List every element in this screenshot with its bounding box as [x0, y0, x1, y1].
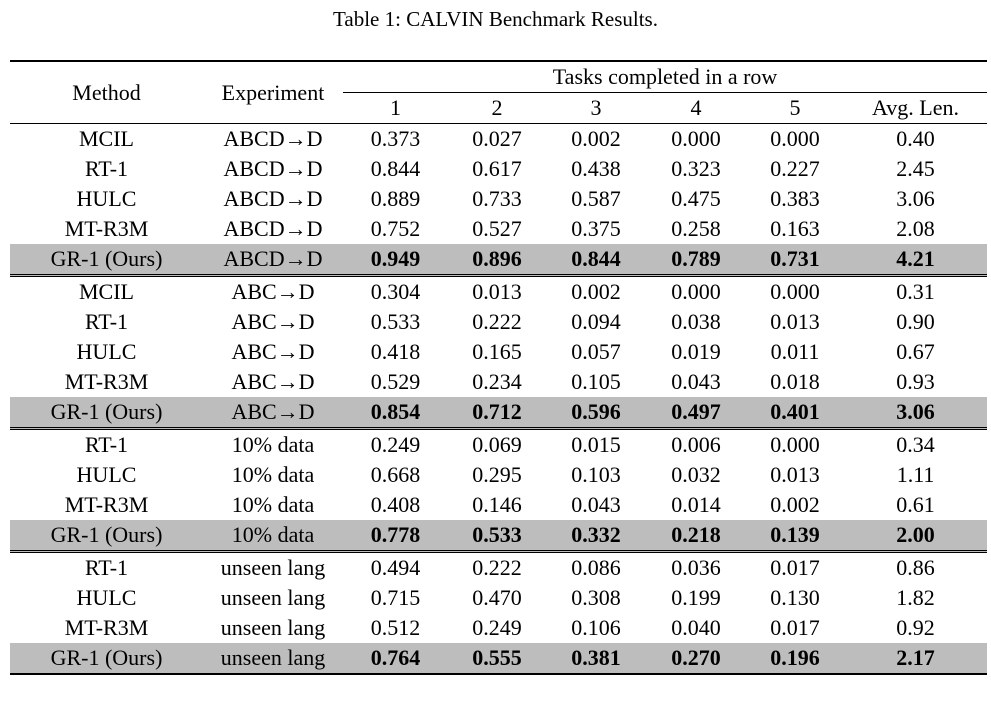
cell-task-4: 0.000: [671, 279, 721, 304]
cell-task-1: 0.778: [343, 520, 448, 552]
cell-task-1: 0.533: [370, 309, 421, 334]
cell-task-1: 0.408: [370, 492, 421, 517]
cell-avg-len: 2.45: [896, 156, 935, 181]
cell-task-5: 0.013: [770, 462, 820, 487]
table-row: [10, 184, 987, 214]
cell-task-5: 0.002: [770, 492, 820, 517]
cell-task-5: 0.017: [770, 615, 820, 640]
table-caption: Table 1: CALVIN Benchmark Results.: [333, 7, 658, 31]
cell-task-1: 0.418: [370, 339, 421, 364]
cell-task-2: 0.234: [472, 369, 522, 394]
table-row: [10, 307, 987, 337]
cell-task-5: 0.018: [770, 369, 820, 394]
table-row: [10, 490, 987, 520]
cell-avg-len: 4.21: [844, 244, 987, 276]
header-col-avg-len: Avg. Len.: [844, 93, 987, 124]
cell-method: RT-1: [84, 156, 129, 181]
cell-task-4: 0.006: [671, 432, 721, 457]
cell-task-5: 0.000: [770, 432, 820, 457]
table-row: [10, 613, 987, 643]
cell-task-4: 0.040: [671, 615, 721, 640]
cell-task-5: 0.139: [746, 520, 844, 552]
cell-method: MT-R3M: [64, 216, 149, 241]
cell-task-1: 0.764: [343, 643, 448, 674]
cell-method: RT-1: [84, 309, 129, 334]
cell-task-3: 0.381: [546, 643, 646, 674]
cell-experiment: ABC→D: [231, 339, 315, 364]
table-row: [10, 583, 987, 613]
cell-experiment: 10% data: [231, 432, 315, 457]
cell-task-3: 0.015: [571, 432, 621, 457]
cell-experiment: unseen lang: [203, 643, 343, 674]
results-table: [10, 60, 987, 675]
cell-task-3: 0.103: [571, 462, 621, 487]
cell-task-5: 0.130: [770, 585, 820, 610]
cell-experiment: ABCD→D: [223, 216, 323, 241]
cell-task-2: 0.027: [472, 126, 522, 151]
cell-task-4: 0.036: [671, 555, 721, 580]
cell-task-5: 0.401: [746, 397, 844, 429]
cell-task-2: 0.470: [472, 585, 522, 610]
cell-method: RT-1: [84, 555, 129, 580]
cell-method: MCIL: [79, 279, 134, 304]
cell-task-1: 0.889: [370, 186, 421, 211]
table-row: [10, 520, 987, 552]
cell-experiment: ABCD→D: [223, 126, 323, 151]
cell-method: HULC: [76, 462, 137, 487]
table-row: [10, 154, 987, 184]
cell-avg-len: 0.90: [896, 309, 935, 334]
cell-avg-len: 2.08: [896, 216, 935, 241]
cell-task-3: 0.043: [571, 492, 621, 517]
cell-avg-len: 3.06: [844, 397, 987, 429]
header-col-3: 3: [546, 93, 646, 124]
header-method: Method: [10, 61, 203, 124]
cell-task-4: 0.000: [671, 126, 721, 151]
cell-method: MT-R3M: [64, 369, 149, 394]
cell-task-2: 0.146: [472, 492, 522, 517]
table-row: [10, 367, 987, 397]
cell-task-2: 0.249: [472, 615, 522, 640]
cell-task-3: 0.057: [571, 339, 621, 364]
cell-experiment: ABCD→D: [223, 156, 323, 181]
cell-task-4: 0.218: [646, 520, 746, 552]
cell-task-2: 0.712: [448, 397, 546, 429]
cell-task-2: 0.013: [472, 279, 522, 304]
cell-task-4: 0.497: [646, 397, 746, 429]
cell-task-4: 0.475: [671, 186, 721, 211]
cell-experiment: ABC→D: [231, 369, 315, 394]
cell-task-5: 0.017: [770, 555, 820, 580]
table-row: [10, 214, 987, 244]
cell-task-2: 0.222: [472, 555, 522, 580]
cell-experiment: ABC→D: [203, 397, 343, 429]
cell-task-2: 0.069: [472, 432, 522, 457]
cell-task-3: 0.002: [571, 126, 621, 151]
header-experiment: Experiment: [203, 61, 343, 124]
cell-method: MT-R3M: [64, 615, 149, 640]
cell-task-1: 0.752: [370, 216, 421, 241]
cell-task-2: 0.617: [472, 156, 522, 181]
cell-task-3: 0.002: [571, 279, 621, 304]
cell-avg-len: 0.67: [896, 339, 935, 364]
header-col-2: 2: [448, 93, 546, 124]
cell-experiment: 10% data: [231, 492, 315, 517]
cell-task-3: 0.308: [571, 585, 621, 610]
cell-task-1: 0.249: [370, 432, 421, 457]
cell-avg-len: 0.92: [896, 615, 935, 640]
cell-avg-len: 0.61: [896, 492, 935, 517]
cell-experiment: 10% data: [203, 520, 343, 552]
cell-avg-len: 0.40: [896, 126, 935, 151]
cell-method: HULC: [76, 186, 137, 211]
cell-task-4: 0.258: [671, 216, 721, 241]
cell-task-3: 0.375: [571, 216, 621, 241]
cell-task-4: 0.014: [671, 492, 721, 517]
cell-task-5: 0.163: [770, 216, 820, 241]
cell-task-1: 0.854: [343, 397, 448, 429]
cell-task-2: 0.733: [472, 186, 522, 211]
cell-task-5: 0.383: [770, 186, 820, 211]
cell-task-3: 0.438: [571, 156, 621, 181]
cell-method: HULC: [76, 585, 137, 610]
cell-experiment: ABCD→D: [223, 186, 323, 211]
table-row: [10, 643, 987, 674]
header-col-1: 1: [343, 93, 448, 124]
cell-task-4: 0.038: [671, 309, 721, 334]
cell-method: RT-1: [84, 432, 129, 457]
cell-method: GR-1 (Ours): [10, 244, 203, 276]
cell-task-3: 0.094: [571, 309, 621, 334]
cell-task-1: 0.668: [370, 462, 421, 487]
cell-task-2: 0.527: [472, 216, 522, 241]
cell-avg-len: 3.06: [896, 186, 935, 211]
cell-task-1: 0.844: [370, 156, 421, 181]
cell-task-1: 0.529: [370, 369, 421, 394]
cell-avg-len: 2.17: [844, 643, 987, 674]
cell-task-5: 0.227: [770, 156, 820, 181]
cell-method: GR-1 (Ours): [10, 397, 203, 429]
table-row: [10, 244, 987, 276]
cell-task-2: 0.555: [448, 643, 546, 674]
cell-task-5: 0.000: [770, 279, 820, 304]
table-row: [10, 552, 987, 584]
cell-avg-len: 0.34: [896, 432, 935, 457]
cell-task-3: 0.086: [571, 555, 621, 580]
cell-experiment: ABC→D: [231, 309, 315, 334]
cell-experiment: 10% data: [231, 462, 315, 487]
cell-method: GR-1 (Ours): [10, 643, 203, 674]
cell-task-3: 0.106: [571, 615, 621, 640]
cell-avg-len: 0.86: [896, 555, 935, 580]
cell-experiment: unseen lang: [220, 555, 326, 580]
cell-task-2: 0.222: [472, 309, 522, 334]
table-row: [10, 276, 987, 308]
table-row: [10, 397, 987, 429]
cell-avg-len: 1.11: [896, 462, 935, 487]
cell-avg-len: 2.00: [844, 520, 987, 552]
cell-method: MT-R3M: [64, 492, 149, 517]
cell-task-4: 0.032: [671, 462, 721, 487]
cell-experiment: unseen lang: [220, 585, 326, 610]
cell-task-4: 0.043: [671, 369, 721, 394]
cell-task-3: 0.332: [546, 520, 646, 552]
cell-experiment: unseen lang: [220, 615, 326, 640]
cell-task-1: 0.949: [343, 244, 448, 276]
cell-method: HULC: [76, 339, 137, 364]
table-body: [10, 124, 987, 675]
cell-task-2: 0.533: [448, 520, 546, 552]
cell-task-1: 0.715: [370, 585, 421, 610]
cell-task-5: 0.731: [746, 244, 844, 276]
table-row: [10, 124, 987, 155]
cell-task-2: 0.295: [472, 462, 522, 487]
cell-task-4: 0.323: [671, 156, 721, 181]
header-tasks-group: Tasks completed in a row: [343, 61, 987, 93]
cell-task-3: 0.587: [571, 186, 621, 211]
cell-task-5: 0.011: [770, 339, 820, 364]
table-row: [10, 460, 987, 490]
cell-task-2: 0.165: [472, 339, 522, 364]
cell-avg-len: 0.93: [896, 369, 935, 394]
cell-task-4: 0.019: [671, 339, 721, 364]
cell-task-1: 0.373: [370, 126, 421, 151]
cell-task-1: 0.512: [370, 615, 421, 640]
cell-task-4: 0.789: [646, 244, 746, 276]
table-row: [10, 429, 987, 461]
cell-task-3: 0.844: [546, 244, 646, 276]
cell-avg-len: 0.31: [896, 279, 935, 304]
header-col-4: 4: [646, 93, 746, 124]
cell-experiment: ABCD→D: [203, 244, 343, 276]
cell-task-3: 0.105: [571, 369, 621, 394]
cell-method: GR-1 (Ours): [10, 520, 203, 552]
cell-task-2: 0.896: [448, 244, 546, 276]
cell-task-1: 0.494: [370, 555, 421, 580]
cell-task-5: 0.196: [746, 643, 844, 674]
cell-task-5: 0.000: [770, 126, 820, 151]
cell-task-1: 0.304: [370, 279, 421, 304]
cell-task-5: 0.013: [770, 309, 820, 334]
cell-task-3: 0.596: [546, 397, 646, 429]
cell-task-4: 0.199: [671, 585, 721, 610]
cell-avg-len: 1.82: [896, 585, 935, 610]
table-row: [10, 337, 987, 367]
cell-experiment: ABC→D: [231, 279, 315, 304]
cell-method: MCIL: [79, 126, 134, 151]
cell-task-4: 0.270: [646, 643, 746, 674]
header-col-5: 5: [746, 93, 844, 124]
